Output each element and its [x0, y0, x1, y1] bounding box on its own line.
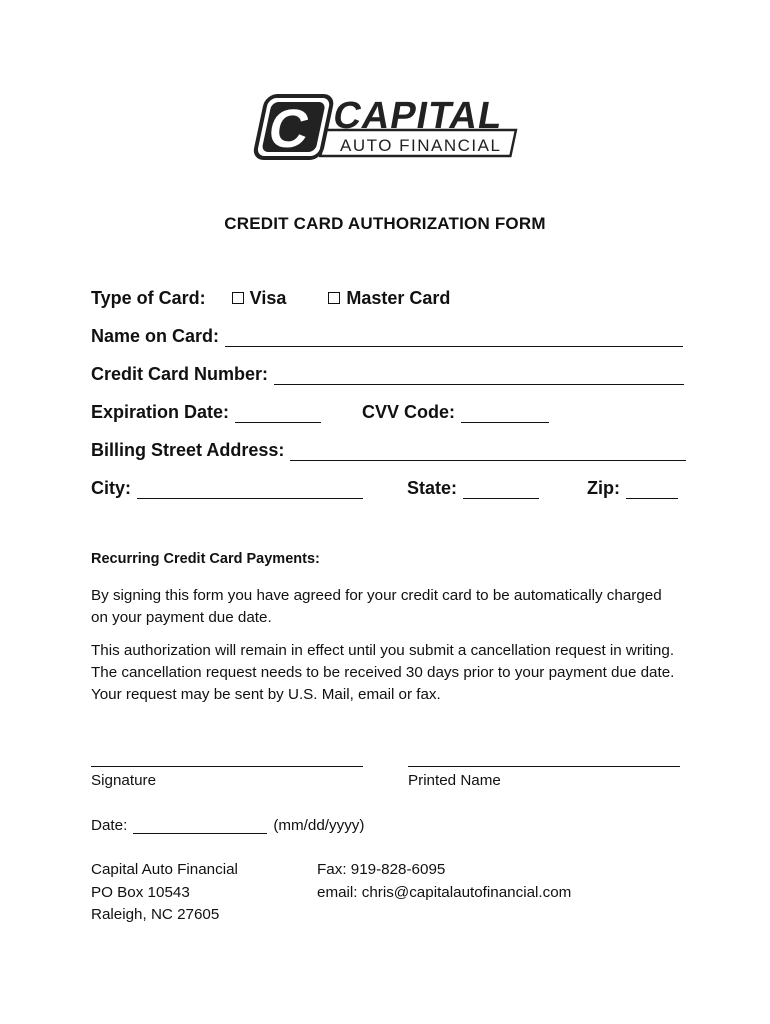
- logo-mark: C: [264, 98, 314, 159]
- contact-info: [317, 859, 571, 904]
- card-number-field[interactable]: [274, 366, 684, 385]
- city-field[interactable]: [137, 480, 363, 499]
- type-of-card-label: Type of Card:: [91, 288, 206, 308]
- signature-field[interactable]: [91, 766, 363, 767]
- card-number-label: Credit Card Number:: [91, 364, 269, 384]
- card-number-row: [91, 364, 684, 385]
- logo-word: CAPITAL: [330, 94, 507, 137]
- form-title: CREDIT CARD AUTHORIZATION FORM: [224, 214, 546, 233]
- name-on-card-field[interactable]: [225, 328, 683, 347]
- date-field[interactable]: [133, 819, 267, 834]
- company-name: Capital Auto Financial: [91, 861, 238, 878]
- city-row: [91, 478, 363, 499]
- zip-label: Zip:: [587, 478, 620, 498]
- expiration-row: [91, 402, 321, 423]
- recurring-paragraph-2: This authorization will remain in effect until you submit a cancellation request in writing. The cancellation request needs to be received 30 days prior to your payment due date. Your request may be sent by U.S. Mail, email or fax.: [91, 642, 675, 703]
- cvv-field[interactable]: [461, 404, 549, 423]
- recurring-heading: Recurring Credit Card Payments:: [91, 551, 320, 567]
- date-row: [91, 817, 364, 834]
- date-label: Date:: [91, 817, 128, 834]
- cvv-row: [362, 402, 549, 423]
- cvv-label: CVV Code:: [362, 402, 456, 422]
- mastercard-checkbox[interactable]: [328, 292, 340, 304]
- printed-name-field[interactable]: [408, 766, 680, 767]
- state-row: [407, 478, 539, 499]
- visa-option[interactable]: [232, 288, 287, 309]
- printed-name-label: Printed Name: [408, 772, 501, 789]
- billing-address-label: Billing Street Address:: [91, 440, 285, 460]
- visa-checkbox[interactable]: [232, 292, 244, 304]
- zip-row: [587, 478, 678, 499]
- po-box: PO Box 10543: [91, 883, 190, 901]
- expiration-field[interactable]: [235, 404, 321, 423]
- visa-label: Visa: [249, 288, 287, 308]
- billing-address-row: [91, 440, 686, 461]
- state-label: State:: [407, 478, 458, 498]
- logo-subtitle: AUTO FINANCIAL: [340, 136, 502, 155]
- recurring-paragraph-1: By signing this form you have agreed for your credit card to be automatically charged on your payment due date.: [91, 587, 662, 626]
- company-logo: [252, 92, 524, 164]
- state-field[interactable]: [463, 480, 539, 499]
- signature-label: Signature: [91, 772, 157, 789]
- mastercard-option[interactable]: [328, 288, 450, 309]
- city-label: City:: [91, 478, 131, 498]
- city-state-zip: Raleigh, NC 27605: [91, 906, 220, 923]
- mailing-address: [91, 859, 238, 927]
- billing-address-field[interactable]: [290, 442, 686, 461]
- mastercard-label: Master Card: [346, 288, 451, 308]
- name-on-card-label: Name on Card:: [91, 326, 220, 346]
- type-of-card-row: [91, 288, 450, 309]
- fax-number: Fax: 919-828-6095: [317, 861, 446, 878]
- date-format-hint: (mm/dd/yyyy): [273, 817, 365, 834]
- email-address: email: chris@capitalautofinancial.com: [317, 883, 572, 901]
- zip-field[interactable]: [626, 480, 678, 499]
- expiration-label: Expiration Date:: [91, 402, 230, 422]
- name-on-card-row: [91, 326, 683, 347]
